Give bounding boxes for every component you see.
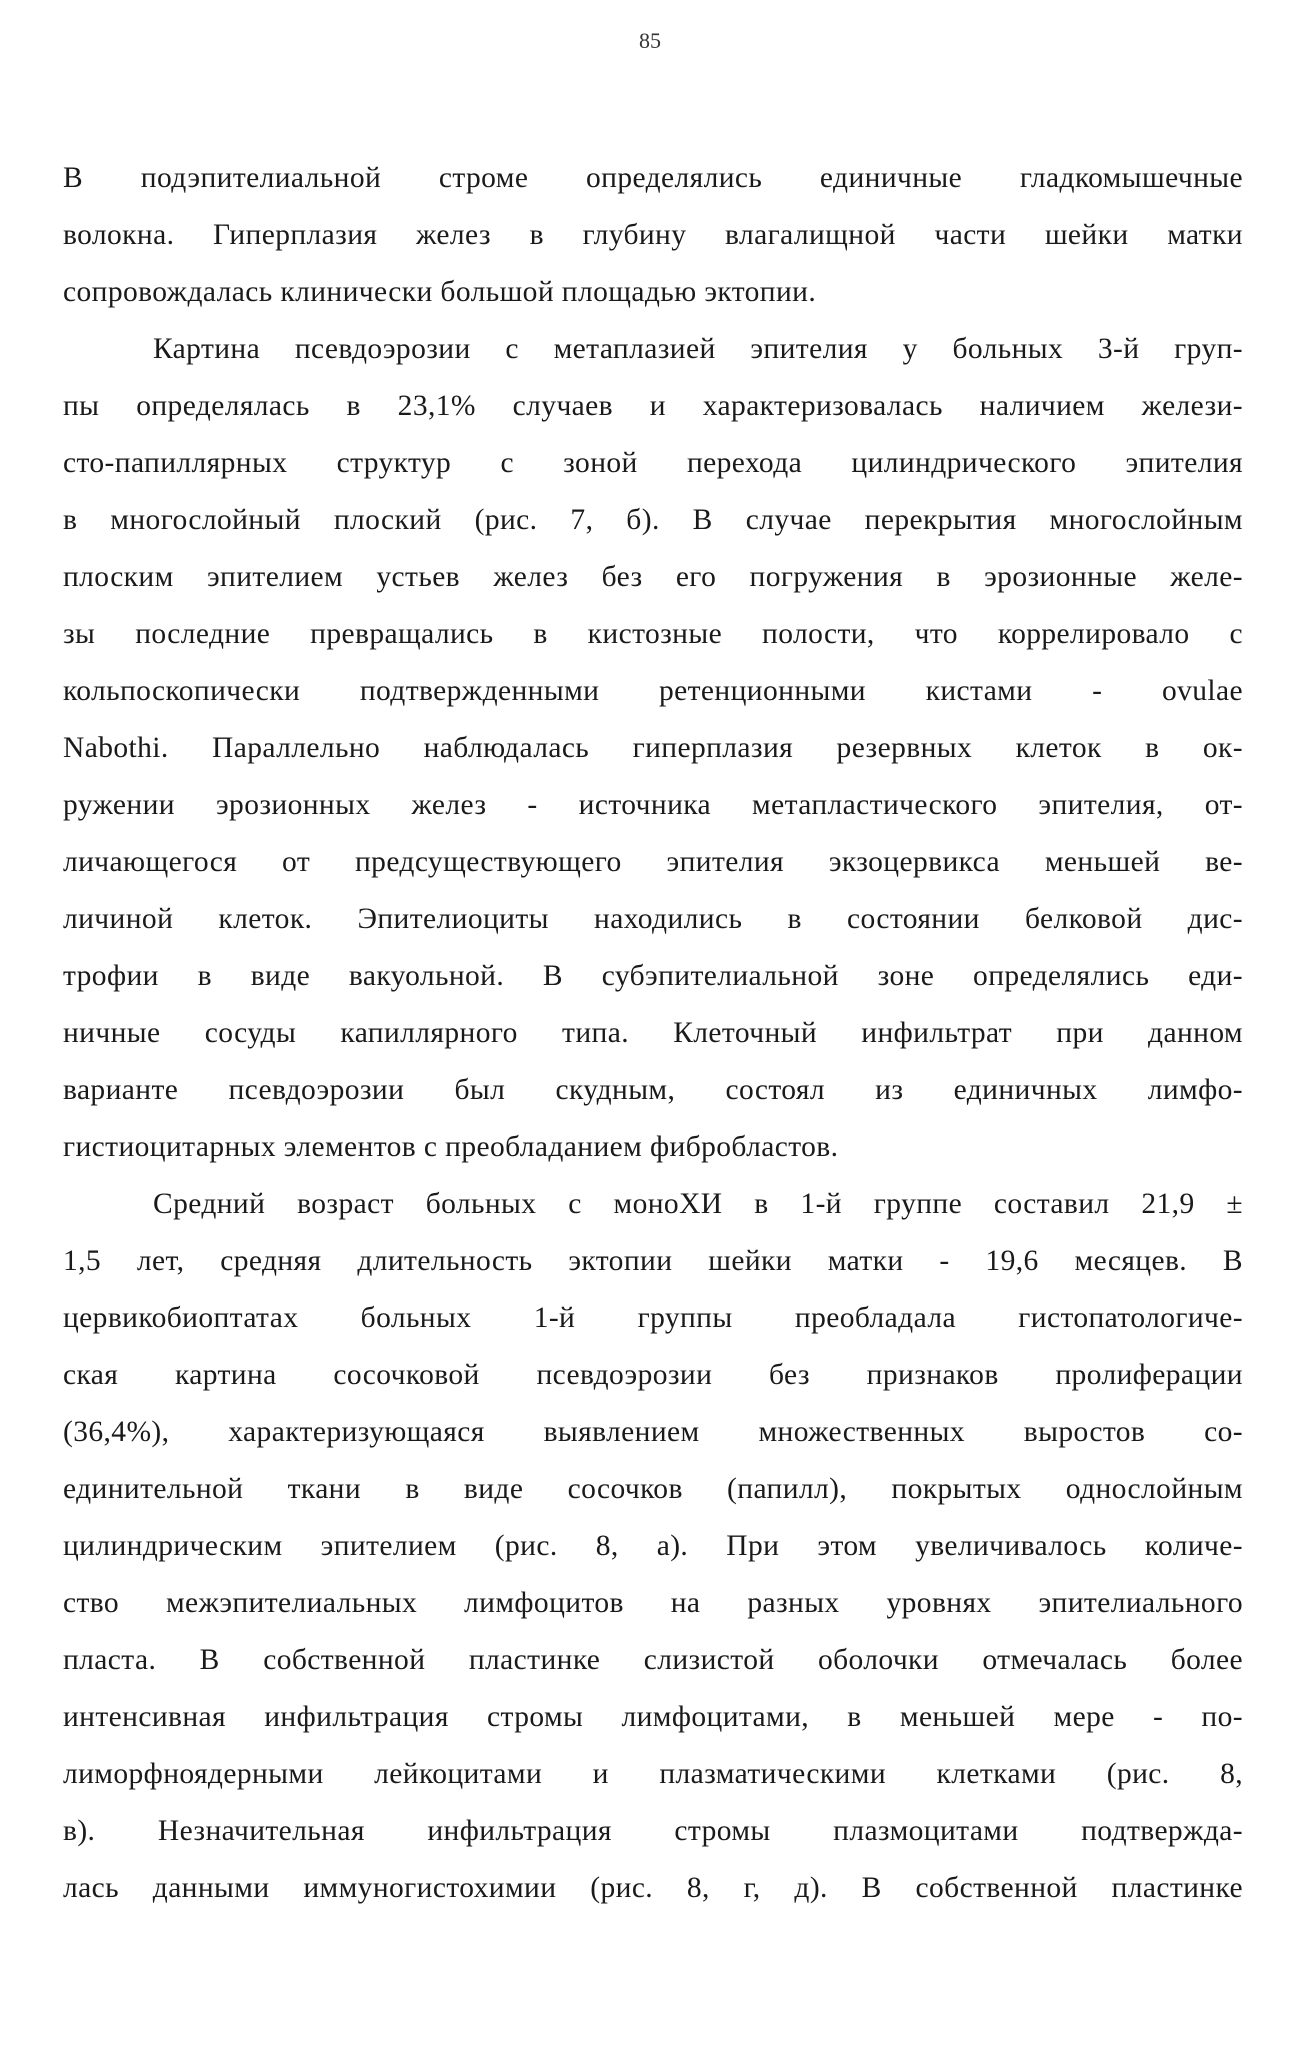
text-line: интенсивная инфильтрация стромы лимфоцитами, в меньшей мере - по- bbox=[63, 1701, 1243, 1733]
text-line: единительной ткани в виде сосочков (папилл), покрытых однослойным bbox=[63, 1473, 1243, 1505]
text-line: 1,5 лет, средняя длительность эктопии шейки матки - 19,6 месяцев. В bbox=[63, 1245, 1243, 1277]
text-line: трофии в виде вакуольной. В субэпителиальной зоне определялись еди- bbox=[63, 960, 1243, 992]
text-line: ружении эрозионных желез - источника метапластического эпителия, от- bbox=[63, 789, 1243, 821]
text-line: ничные сосуды капиллярного типа. Клеточный инфильтрат при данном bbox=[63, 1017, 1243, 1049]
body-text bbox=[63, 150, 1243, 1917]
text-line: сто-папиллярных структур с зоной перехода цилиндрического эпителия bbox=[63, 447, 1243, 479]
text-line: личиной клеток. Эпителиоциты находились в состоянии белковой дис- bbox=[63, 903, 1243, 935]
text-line: Средний возраст больных с моноХИ в 1-й группе составил 21,9 ± bbox=[153, 1188, 1243, 1220]
page-number: 85 bbox=[639, 28, 661, 53]
text-line: цилиндрическим эпителием (рис. 8, а). При этом увеличивалось количе- bbox=[63, 1530, 1243, 1562]
text-line: пласта. В собственной пластинке слизистой оболочки отмечалась более bbox=[63, 1644, 1243, 1676]
text-line: плоским эпителием устьев желез без его погружения в эрозионные желе- bbox=[63, 561, 1243, 593]
text-line: варианте псевдоэрозии был скудным, состоял из единичных лимфо- bbox=[63, 1074, 1243, 1106]
text-line: гистиоцитарных элементов с преобладанием фибробластов. bbox=[63, 1131, 839, 1163]
text-line: в многослойный плоский (рис. 7, б). В случае перекрытия многослойным bbox=[63, 504, 1243, 536]
text-line: лась данными иммуногистохимии (рис. 8, г, д). В собственной пластинке bbox=[63, 1872, 1243, 1904]
text-line: лиморфноядерными лейкоцитами и плазматическими клетками (рис. 8, bbox=[63, 1758, 1243, 1790]
text-line: кольпоскопически подтвержденными ретенционными кистами - ovulae bbox=[63, 675, 1243, 707]
text-line: ство межэпителиальных лимфоцитов на разных уровнях эпителиального bbox=[63, 1587, 1243, 1619]
text-line: цервикобиоптатах больных 1-й группы преобладала гистопатологиче- bbox=[63, 1302, 1243, 1334]
text-line: сопровождалась клинически большой площадью эктопии. bbox=[63, 276, 817, 308]
text-line: личающегося от предсуществующего эпителия экзоцервикса меньшей ве- bbox=[63, 846, 1243, 878]
text-line: зы последние превращались в кистозные полости, что коррелировало с bbox=[63, 618, 1243, 650]
text-line: волокна. Гиперплазия желез в глубину влагалищной части шейки матки bbox=[63, 219, 1243, 251]
text-line: в). Незначительная инфильтрация стромы плазмоцитами подтвержда- bbox=[63, 1815, 1243, 1847]
text-line: Nabothi. Параллельно наблюдалась гиперплазия резервных клеток в ок- bbox=[63, 732, 1243, 764]
text-line: пы определялась в 23,1% случаев и характеризовалась наличием желези- bbox=[63, 390, 1243, 422]
text-line: В подэпителиальной строме определялись единичные гладкомышечные bbox=[63, 162, 1243, 194]
text-line: ская картина сосочковой псевдоэрозии без признаков пролиферации bbox=[63, 1359, 1243, 1391]
text-line: Картина псевдоэрозии с метаплазией эпителия у больных 3-й груп- bbox=[153, 333, 1243, 365]
text-line: (36,4%), характеризующаяся выявлением множественных выростов со- bbox=[63, 1416, 1243, 1448]
